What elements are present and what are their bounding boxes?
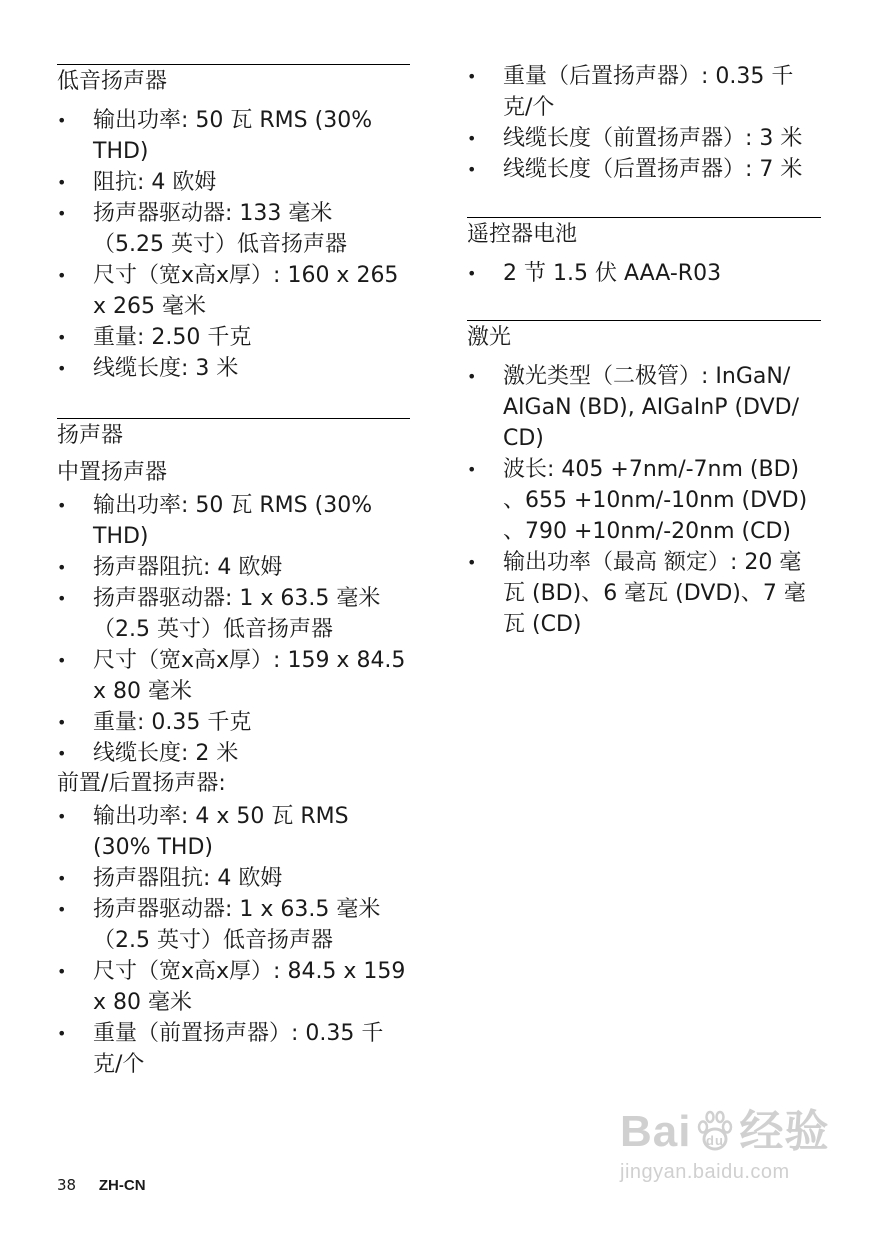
watermark-logo — [620, 1108, 830, 1156]
page-number: 38 — [57, 1176, 77, 1194]
section-heading-speakers: 扬声器 — [57, 418, 410, 450]
bullet-icon: • — [57, 328, 67, 347]
spec-item-text: 线缆长度（前置扬声器）: 3 米 — [503, 126, 803, 151]
bullet-icon: • — [57, 651, 67, 670]
spec-item — [467, 258, 821, 289]
bullet-icon: • — [467, 460, 477, 479]
bullet-icon: • — [57, 558, 67, 577]
section-heading-subwoofer: 低音扬声器 — [57, 64, 410, 96]
spec-item-text: 扬声器阻抗: 4 欧姆 — [93, 866, 283, 891]
spec-item-text: 线缆长度: 2 米 — [93, 741, 239, 766]
bullet-icon: • — [467, 553, 477, 572]
center-speaker-spec-list — [57, 490, 410, 769]
spec-item — [57, 1018, 410, 1080]
spec-item — [57, 353, 410, 384]
subwoofer-spec-list — [57, 105, 410, 384]
subheading-front-rear-speakers: 前置/后置扬声器: — [57, 771, 226, 796]
spec-item — [57, 801, 410, 863]
bullet-icon: • — [57, 713, 67, 732]
front-rear-speaker-spec-list — [57, 801, 410, 1080]
spec-item-text: 重量（前置扬声器）: 0.35 千 克/个 — [93, 1021, 384, 1077]
spec-item — [57, 198, 410, 260]
spec-item-text: 线缆长度: 3 米 — [93, 356, 239, 381]
bullet-icon: • — [467, 67, 477, 86]
spec-item-text: 扬声器驱动器: 133 毫米 （5.25 英寸）低音扬声器 — [93, 201, 347, 257]
bullet-icon: • — [57, 589, 67, 608]
spec-item — [57, 583, 410, 645]
spec-item — [57, 490, 410, 552]
bullet-icon: • — [57, 359, 67, 378]
front-rear-continued — [467, 61, 821, 185]
bullet-icon: • — [57, 173, 67, 192]
spec-item-text: 尺寸（宽x高x厚）: 84.5 x 159 x 80 毫米 — [93, 959, 406, 1015]
bullet-icon: • — [57, 111, 67, 130]
bullet-icon: • — [57, 496, 67, 515]
spec-item — [57, 738, 410, 769]
section-heading-remote-battery: 遥控器电池 — [467, 217, 821, 249]
section-heading-laser: 激光 — [467, 320, 821, 352]
bullet-icon: • — [57, 744, 67, 763]
bullet-icon: • — [467, 160, 477, 179]
bullet-icon: • — [467, 367, 477, 386]
bullet-icon: • — [467, 129, 477, 148]
speakers-section — [57, 418, 410, 1080]
spec-item-text: 输出功率: 50 瓦 RMS (30% THD) — [93, 108, 373, 164]
subheading-center-speaker: 中置扬声器 — [57, 460, 168, 485]
spec-item — [57, 167, 410, 198]
spec-item — [467, 454, 821, 547]
bullet-icon: • — [57, 807, 67, 826]
spec-item — [57, 956, 410, 1018]
spec-item-text: 输出功率: 4 x 50 瓦 RMS (30% THD) — [93, 804, 349, 860]
spec-item-text: 扬声器驱动器: 1 x 63.5 毫米 （2.5 英寸）低音扬声器 — [93, 586, 381, 642]
spec-item — [467, 361, 821, 454]
spec-item-text: 扬声器阻抗: 4 欧姆 — [93, 555, 283, 580]
front-rear-continued-spec-list — [467, 61, 821, 185]
watermark-logo-text-left: Bai — [620, 1107, 692, 1156]
spec-item — [57, 105, 410, 167]
baidu-watermark — [620, 1108, 830, 1208]
spec-item — [57, 645, 410, 707]
spec-item-text: 输出功率: 50 瓦 RMS (30% THD) — [93, 493, 373, 549]
spec-item — [57, 322, 410, 353]
spec-item-text: 尺寸（宽x高x厚）: 159 x 84.5 x 80 毫米 — [93, 648, 406, 704]
spec-item — [57, 707, 410, 738]
remote-battery-spec-list — [467, 258, 821, 289]
spec-item-text: 重量: 0.35 千克 — [93, 710, 252, 735]
bullet-icon: • — [57, 1024, 67, 1043]
spec-item-text: 输出功率（最高 额定）: 20 毫 瓦 (BD)、6 毫瓦 (DVD)、7 毫 瓦 (CD) — [503, 550, 806, 637]
spec-item-text: 2 节 1.5 伏 AAA-R03 — [503, 261, 722, 286]
spec-item — [57, 552, 410, 583]
spec-item — [57, 260, 410, 322]
spec-item-text: 波长: 405 +7nm/-7nm (BD) 、655 +10nm/-10nm (DVD) 、790 +10nm/-20nm (CD) — [503, 457, 808, 544]
spec-item-text: 尺寸（宽x高x厚）: 160 x 265 x 265 毫米 — [93, 263, 399, 319]
spec-item — [467, 123, 821, 154]
spec-item — [57, 863, 410, 894]
spec-item-text: 重量: 2.50 千克 — [93, 325, 252, 350]
bullet-icon: • — [57, 266, 67, 285]
spec-item-text: 阻抗: 4 欧姆 — [93, 170, 217, 195]
bullet-icon: • — [57, 962, 67, 981]
spec-item — [467, 61, 821, 123]
laser-section — [467, 320, 821, 640]
spec-item-text: 线缆长度（后置扬声器）: 7 米 — [503, 157, 803, 182]
watermark-logo-text-right: 经验 — [739, 1107, 830, 1156]
language-code: ZH-CN — [98, 1177, 146, 1194]
bullet-icon: • — [57, 869, 67, 888]
spec-item-text: 扬声器驱动器: 1 x 63.5 毫米 （2.5 英寸）低音扬声器 — [93, 897, 381, 953]
spec-item — [467, 547, 821, 640]
spec-item-text: 重量（后置扬声器）: 0.35 千 克/个 — [503, 64, 794, 120]
remote-battery-section — [467, 217, 821, 289]
subwoofer-section — [57, 64, 410, 384]
spec-item — [57, 894, 410, 956]
page-footer — [57, 1175, 146, 1196]
spec-item — [467, 154, 821, 185]
bullet-icon: • — [57, 900, 67, 919]
baidu-paw-icon — [693, 1110, 737, 1154]
laser-spec-list — [467, 361, 821, 640]
bullet-icon: • — [467, 264, 477, 283]
bullet-icon: • — [57, 204, 67, 223]
svg-text:du: du — [706, 1133, 725, 1148]
spec-item-text: 激光类型（二极管）: InGaN/ AIGaN (BD), AIGaInP (DVD/ CD) — [503, 364, 800, 451]
watermark-url: jingyan.baidu.com — [620, 1161, 790, 1183]
